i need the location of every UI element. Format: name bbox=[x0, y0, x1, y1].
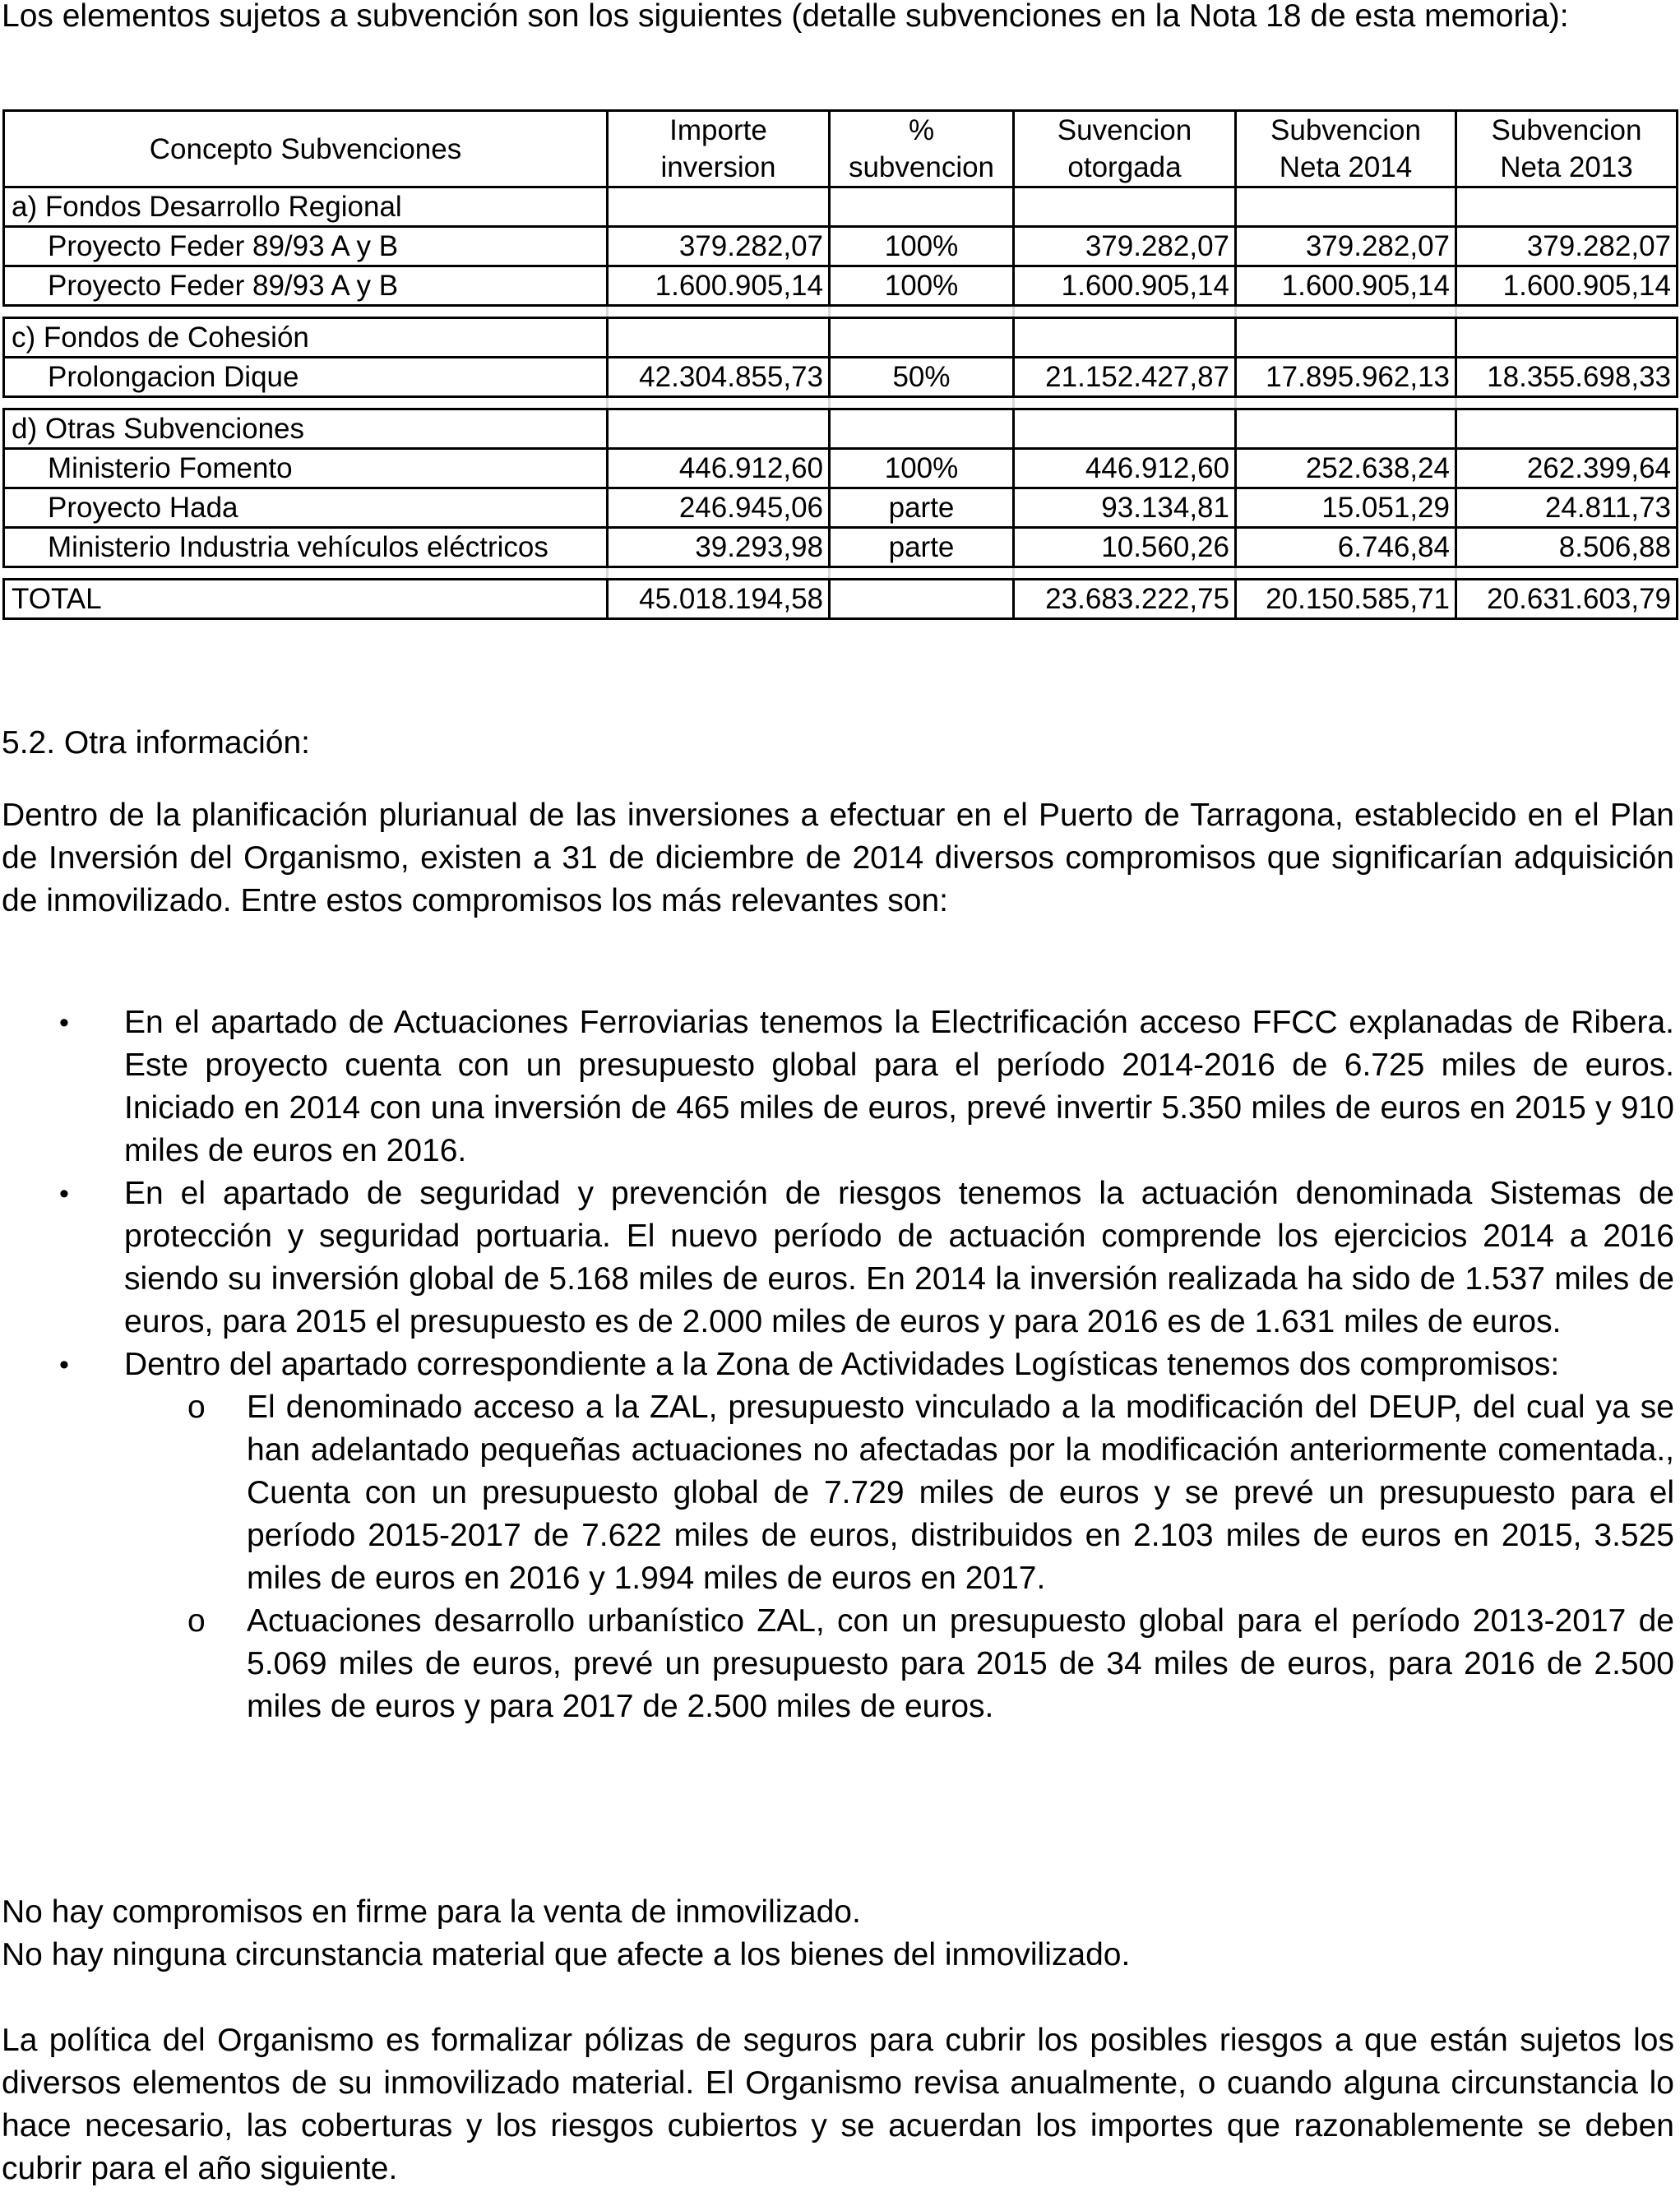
row-otorgada: 379.282,07 bbox=[1014, 227, 1236, 266]
row-otorgada: 10.560,26 bbox=[1014, 528, 1236, 567]
total-otorgada: 23.683.222,75 bbox=[1014, 580, 1236, 619]
row-pct: 100% bbox=[830, 227, 1014, 266]
sub-list-item bbox=[0, 1600, 1674, 1728]
row-pct: 50% bbox=[830, 358, 1014, 397]
bullet-icon: • bbox=[59, 1349, 69, 1380]
table-row bbox=[4, 227, 1678, 266]
total-importe: 45.018.194,58 bbox=[608, 580, 830, 619]
sub-list-item-text: Actuaciones desarrollo urbanístico ZAL, con un presupuesto global para el período 2013-2017 de 5.069 miles de euros, prevé un presupuesto para 2015 de 34 miles de euros, para 2016 de 2.500 miles de euros y para 2017 de 2.500 miles de euros. bbox=[247, 1603, 1674, 1724]
header-importe-2: inversion bbox=[608, 149, 830, 187]
list-item bbox=[0, 1001, 1674, 1172]
row-pct: 100% bbox=[830, 266, 1014, 306]
header-neta-2014-2: Neta 2014 bbox=[1236, 149, 1456, 187]
table-total-row bbox=[4, 580, 1678, 619]
row-concepto: Ministerio Fomento bbox=[4, 449, 608, 488]
header-porcentaje-2: subvencion bbox=[830, 149, 1014, 187]
header-concepto: Concepto Subvenciones bbox=[4, 111, 608, 187]
row-neta-2014: 17.895.962,13 bbox=[1236, 358, 1456, 397]
table-row bbox=[4, 358, 1678, 397]
row-otorgada: 93.134,81 bbox=[1014, 488, 1236, 528]
row-pct: parte bbox=[830, 528, 1014, 567]
row-neta-2014: 6.746,84 bbox=[1236, 528, 1456, 567]
list-item bbox=[0, 1343, 1674, 1386]
row-neta-2013: 1.600.905,14 bbox=[1456, 266, 1678, 306]
total-neta-2013: 20.631.603,79 bbox=[1456, 580, 1678, 619]
row-neta-2013: 379.282,07 bbox=[1456, 227, 1678, 266]
insurance-policy-paragraph: La política del Organismo es formalizar pólizas de seguros para cubrir los posibles riesgos a que están sujetos los diversos elementos de su inmovilizado material. El Organismo revisa anualmente, o cuando alguna circunstancia lo hace necesario, las coberturas y los riesgos cubiertos y se acuerdan los importes que razonablemente se deben cubrir para el año siguiente. bbox=[2, 2023, 1674, 2186]
header-neta-2013-2: Neta 2013 bbox=[1456, 149, 1678, 187]
table-header-row-1 bbox=[4, 111, 1678, 150]
row-neta-2013: 262.399,64 bbox=[1456, 449, 1678, 488]
row-otorgada: 21.152.427,87 bbox=[1014, 358, 1236, 397]
row-importe: 42.304.855,73 bbox=[608, 358, 830, 397]
group-title: c) Fondos de Cohesión bbox=[4, 318, 608, 358]
table-row bbox=[4, 488, 1678, 528]
header-porcentaje: % bbox=[830, 111, 1014, 150]
row-pct: 100% bbox=[830, 449, 1014, 488]
row-neta-2014: 1.600.905,14 bbox=[1236, 266, 1456, 306]
row-otorgada: 446.912,60 bbox=[1014, 449, 1236, 488]
table-spacer bbox=[4, 397, 1678, 409]
list-item bbox=[0, 1172, 1674, 1343]
total-neta-2014: 20.150.585,71 bbox=[1236, 580, 1456, 619]
row-otorgada: 1.600.905,14 bbox=[1014, 266, 1236, 306]
table-group-row bbox=[4, 318, 1678, 358]
table-spacer bbox=[4, 306, 1678, 318]
no-material-circumstance: No hay ninguna circunstancia material que afecte a los bienes del inmovilizado. bbox=[2, 1937, 1131, 1972]
row-importe: 379.282,07 bbox=[608, 227, 830, 266]
sub-list-item-text: El denominado acceso a la ZAL, presupuesto vinculado a la modificación del DEUP, del cual ya se han adelantado pequeñas actuaciones no afectadas por la modificación anteriormente comentada., Cuenta con un presupuesto global de 7.729 miles de euros y se prevé un presupuesto para el período 2015-2017 de 7.622 miles de euros, distribuidos en 2.103 miles de euros en 2015, 3.525 miles de euros en 2016 y 1.994 miles de euros en 2017. bbox=[247, 1390, 1674, 1596]
header-neta-2013: Subvencion bbox=[1456, 111, 1678, 150]
header-neta-2014: Subvencion bbox=[1236, 111, 1456, 150]
table-row bbox=[4, 266, 1678, 306]
section-title: 5.2. Otra información: bbox=[2, 725, 310, 761]
row-concepto: Proyecto Feder 89/93 A y B bbox=[4, 227, 608, 266]
row-importe: 39.293,98 bbox=[608, 528, 830, 567]
table-row bbox=[4, 449, 1678, 488]
subsidies-table bbox=[2, 109, 1678, 620]
header-otorgada: Suvencion bbox=[1014, 111, 1236, 150]
row-concepto: Proyecto Hada bbox=[4, 488, 608, 528]
table-row bbox=[4, 528, 1678, 567]
row-neta-2014: 252.638,24 bbox=[1236, 449, 1456, 488]
sub-list-item bbox=[0, 1386, 1674, 1600]
total-label: TOTAL bbox=[4, 580, 608, 619]
list-item-text: En el apartado de seguridad y prevención de riesgos tenemos la actuación denominada Sistemas de protección y seguridad portuaria. El nuevo período de actuación comprende los ejercicios 2014 a 2016 siendo su inversión global de 5.168 miles de euros. En 2014 la inversión realizada ha sido de 1.537 miles de euros, para 2015 el presupuesto es de 2.000 miles de euros y para 2016 es de 1.631 miles de euros. bbox=[124, 1176, 1674, 1339]
table-group-row bbox=[4, 409, 1678, 449]
row-pct: parte bbox=[830, 488, 1014, 528]
row-neta-2014: 15.051,29 bbox=[1236, 488, 1456, 528]
total-pct bbox=[830, 580, 1014, 619]
planning-paragraph: Dentro de la planificación plurianual de las inversiones a efectuar en el Puerto de Tarragona, establecido en el Plan de Inversión del Organismo, existen a 31 de diciembre de 2014 diversos compromisos que significarían adquisición de inmovilizado. Entre estos compromisos los más relevantes son: bbox=[2, 798, 1674, 918]
header-importe: Importe bbox=[608, 111, 830, 150]
header-otorgada-2: otorgada bbox=[1014, 149, 1236, 187]
row-concepto: Proyecto Feder 89/93 A y B bbox=[4, 266, 608, 306]
sub-bullet-icon: o bbox=[187, 1603, 206, 1639]
group-title: d) Otras Subvenciones bbox=[4, 409, 608, 449]
bullet-icon: • bbox=[59, 1007, 69, 1038]
intro-paragraph: Los elementos sujetos a subvención son los siguientes (detalle subvenciones en la Nota 18 de esta memoria): bbox=[2, 0, 1569, 34]
row-importe: 1.600.905,14 bbox=[608, 266, 830, 306]
row-neta-2013: 18.355.698,33 bbox=[1456, 358, 1678, 397]
table-spacer bbox=[4, 567, 1678, 580]
list-item-text: En el apartado de Actuaciones Ferroviarias tenemos la Electrificación acceso FFCC explanadas de Ribera. Este proyecto cuenta con un presupuesto global para el período 2014-2016 de 6.725 miles de euros. Iniciado en 2014 con una inversión de 465 miles de euros, prevé invertir 5.350 miles de euros en 2015 y 910 miles de euros en 2016. bbox=[124, 1005, 1674, 1168]
no-sale-commitments: No hay compromisos en firme para la venta de inmovilizado. bbox=[2, 1894, 861, 1930]
group-title: a) Fondos Desarrollo Regional bbox=[4, 187, 608, 227]
row-concepto: Ministerio Industria vehículos eléctricos bbox=[4, 528, 608, 567]
row-neta-2013: 24.811,73 bbox=[1456, 488, 1678, 528]
sub-bullet-icon: o bbox=[187, 1390, 206, 1425]
row-importe: 246.945,06 bbox=[608, 488, 830, 528]
row-concepto: Prolongacion Dique bbox=[4, 358, 608, 397]
table-group-row bbox=[4, 187, 1678, 227]
row-importe: 446.912,60 bbox=[608, 449, 830, 488]
list-item-text: Dentro del apartado correspondiente a la Zona de Actividades Logísticas tenemos dos compromisos: bbox=[124, 1347, 1560, 1382]
row-neta-2013: 8.506,88 bbox=[1456, 528, 1678, 567]
bullet-icon: • bbox=[59, 1178, 69, 1209]
commitments-list bbox=[0, 1001, 1680, 1728]
row-neta-2014: 379.282,07 bbox=[1236, 227, 1456, 266]
